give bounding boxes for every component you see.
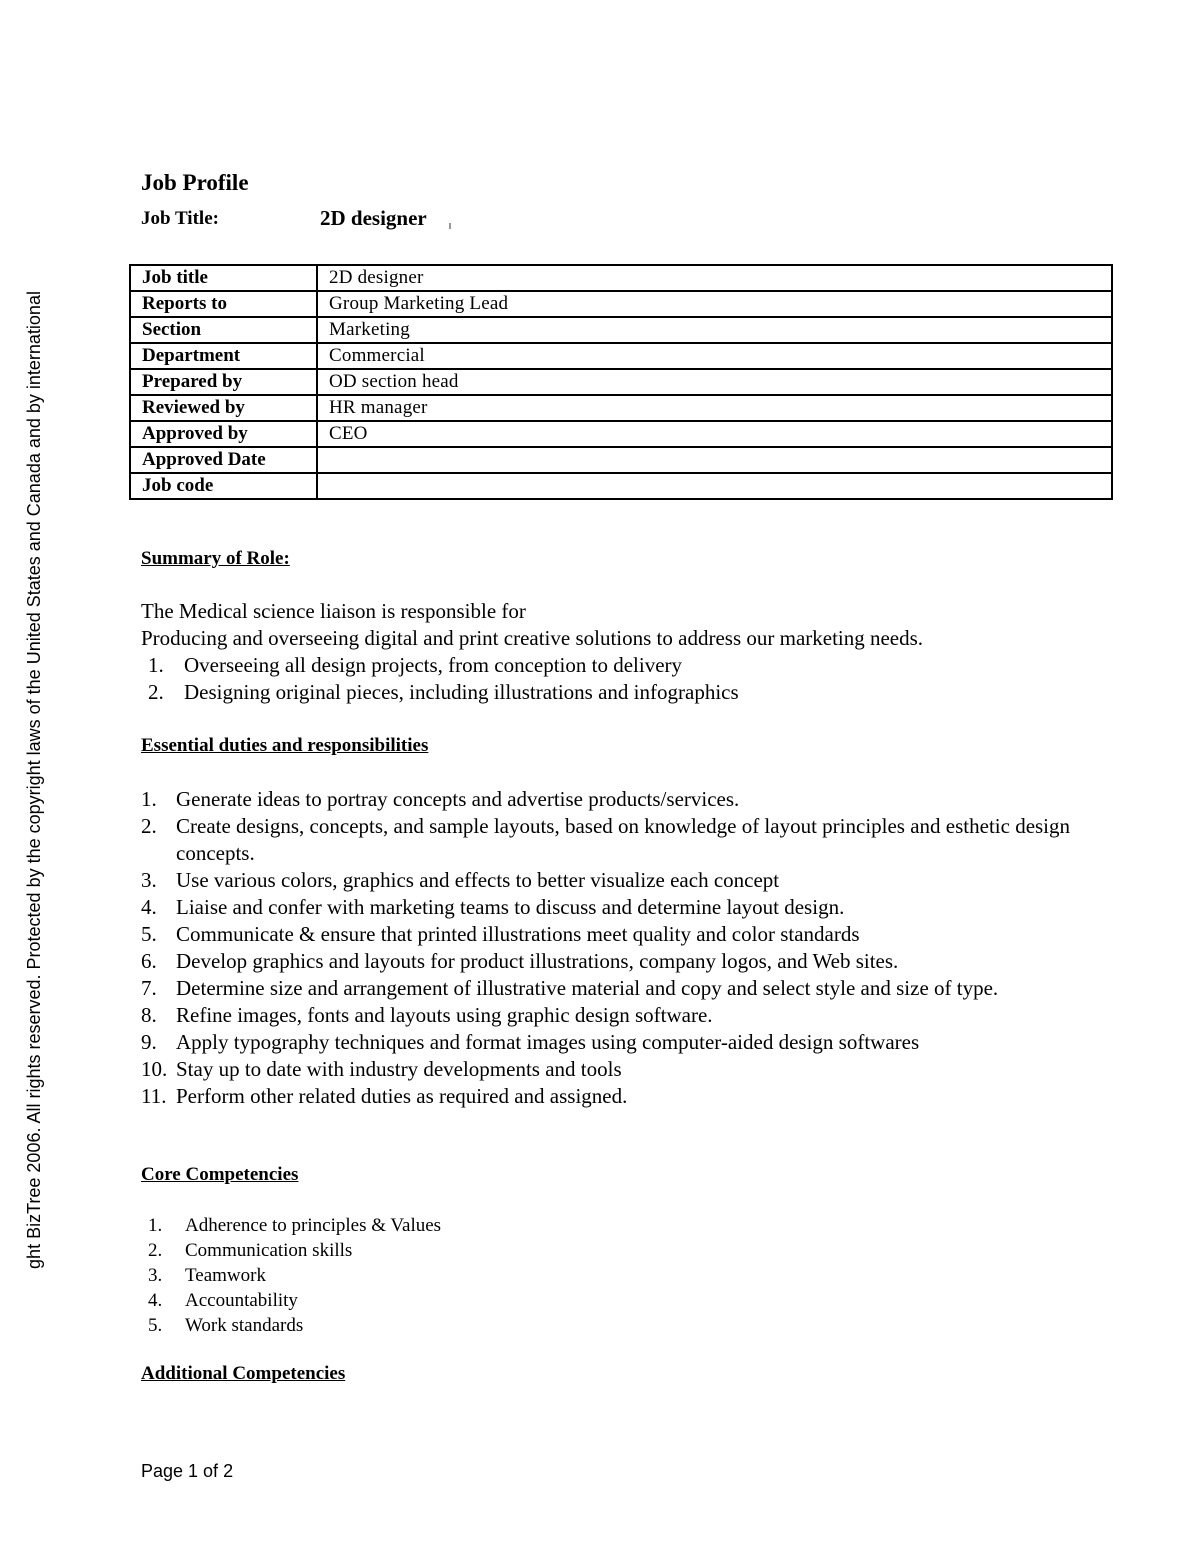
row-label: Job code bbox=[130, 473, 317, 499]
row-label: Job title bbox=[130, 265, 317, 291]
table-row bbox=[130, 447, 1112, 473]
table-row bbox=[130, 421, 1112, 447]
list-item-text: Perform other related duties as required and assigned. bbox=[176, 1084, 628, 1108]
row-value: Marketing bbox=[317, 317, 1112, 343]
table-row bbox=[130, 317, 1112, 343]
row-value: CEO bbox=[317, 421, 1112, 447]
row-label: Approved by bbox=[130, 421, 317, 447]
summary-line-1: The Medical science liaison is responsible for bbox=[141, 599, 526, 623]
list-item-text: Stay up to date with industry developments and tools bbox=[176, 1057, 622, 1081]
list-item-text: Communicate & ensure that printed illustrations meet quality and color standards bbox=[176, 922, 860, 946]
list-item-text: Apply typography techniques and format images using computer-aided design softwares bbox=[176, 1030, 920, 1054]
list-item-text: Create designs, concepts, and sample layouts, based on knowledge of layout principles and esthetic design concepts. bbox=[176, 814, 1071, 865]
table-row bbox=[130, 291, 1112, 317]
row-label: Reports to bbox=[130, 291, 317, 317]
list-item-text: Generate ideas to portray concepts and advertise products/services. bbox=[176, 787, 740, 811]
list-item: 4. Liaise and confer with marketing teams to discuss and determine layout design. bbox=[141, 895, 845, 919]
row-value bbox=[317, 447, 1112, 473]
list-item-text: Accountability bbox=[185, 1290, 298, 1311]
copyright-side-note: ght BizTree 2006. All rights reserved. Protected by the copyright laws of the United States and Canada and by international bbox=[24, 291, 44, 1269]
row-label: Reviewed by bbox=[130, 395, 317, 421]
list-item: 8. Refine images, fonts and layouts using graphic design software. bbox=[141, 1003, 713, 1027]
table-row bbox=[130, 343, 1112, 369]
core-competencies-heading: Core Competencies bbox=[141, 1164, 299, 1185]
additional-competencies-heading: Additional Competencies bbox=[141, 1363, 346, 1384]
list-item: 5. Work standards bbox=[148, 1315, 304, 1336]
list-item-text: Use various colors, graphics and effects to better visualize each concept bbox=[176, 868, 780, 892]
list-item: 6. Develop graphics and layouts for product illustrations, company logos, and Web sites. bbox=[141, 949, 899, 973]
list-item-text: Develop graphics and layouts for product illustrations, company logos, and Web sites. bbox=[176, 949, 899, 973]
list-item: 2. Create designs, concepts, and sample layouts, based on knowledge of layout principles and esthetic design concepts. bbox=[141, 814, 1071, 865]
page-title: Job Profile bbox=[141, 170, 249, 195]
list-item-text: Teamwork bbox=[185, 1265, 266, 1286]
page-number: Page 1 of 2 bbox=[141, 1461, 234, 1481]
duties-heading: Essential duties and responsibilities bbox=[141, 735, 429, 756]
list-item-text: Refine images, fonts and layouts using graphic design software. bbox=[176, 1003, 713, 1027]
list-item-text: Liaise and confer with marketing teams to discuss and determine layout design. bbox=[176, 895, 845, 919]
summary-line-2: Producing and overseeing digital and print creative solutions to address our marketing needs. bbox=[141, 626, 924, 650]
summary-list bbox=[148, 652, 739, 706]
list-item: 2. Communication skills bbox=[148, 1240, 353, 1261]
list-item-text: Designing original pieces, including illustrations and infographics bbox=[184, 680, 739, 704]
list-item: 7. Determine size and arrangement of illustrative material and copy and select style and size of type. bbox=[141, 976, 999, 1000]
list-item-text: Communication skills bbox=[185, 1240, 353, 1261]
row-value: HR manager bbox=[317, 395, 1112, 421]
row-value: Commercial bbox=[317, 343, 1112, 369]
job-info-table bbox=[129, 264, 1113, 500]
list-item: 1. Adherence to principles & Values bbox=[148, 1215, 442, 1236]
list-item: 4. Accountability bbox=[148, 1290, 298, 1311]
list-item-text: Overseeing all design projects, from conception to delivery bbox=[184, 653, 683, 677]
list-item-text: Adherence to principles & Values bbox=[185, 1215, 442, 1236]
summary-heading: Summary of Role: bbox=[141, 548, 290, 569]
row-label: Prepared by bbox=[130, 369, 317, 395]
row-label: Department bbox=[130, 343, 317, 369]
list-item-text: Work standards bbox=[185, 1315, 304, 1336]
list-item-text: Determine size and arrangement of illustrative material and copy and select style and size of type. bbox=[176, 976, 999, 1000]
row-label: Approved Date bbox=[130, 447, 317, 473]
list-item: 1. Overseeing all design projects, from conception to delivery bbox=[148, 653, 683, 677]
row-value: 2D designer bbox=[317, 265, 1112, 291]
list-item: 3. Use various colors, graphics and effects to better visualize each concept bbox=[141, 868, 780, 892]
table-row bbox=[130, 369, 1112, 395]
list-item: 11. Perform other related duties as required and assigned. bbox=[141, 1084, 628, 1108]
job-title-label: Job Title: bbox=[141, 208, 219, 229]
row-value bbox=[317, 473, 1112, 499]
row-value: OD section head bbox=[317, 369, 1112, 395]
list-item: 1. Generate ideas to portray concepts and advertise products/services. bbox=[141, 787, 740, 811]
table-row bbox=[130, 395, 1112, 421]
core-competencies-list bbox=[148, 1213, 441, 1338]
list-item: 2. Designing original pieces, including illustrations and infographics bbox=[148, 680, 739, 704]
table-row bbox=[130, 473, 1112, 499]
job-title-value: 2D designer bbox=[320, 206, 427, 230]
duties-list bbox=[141, 786, 1121, 1110]
list-item: 5. Communicate & ensure that printed illustrations meet quality and color standards bbox=[141, 922, 860, 946]
cursor-mark bbox=[449, 223, 451, 229]
table-row bbox=[130, 265, 1112, 291]
list-item: 10. Stay up to date with industry developments and tools bbox=[141, 1057, 622, 1081]
list-item: 9. Apply typography techniques and format images using computer-aided design softwares bbox=[141, 1030, 920, 1054]
list-item: 3. Teamwork bbox=[148, 1265, 266, 1286]
row-label: Section bbox=[130, 317, 317, 343]
row-value: Group Marketing Lead bbox=[317, 291, 1112, 317]
